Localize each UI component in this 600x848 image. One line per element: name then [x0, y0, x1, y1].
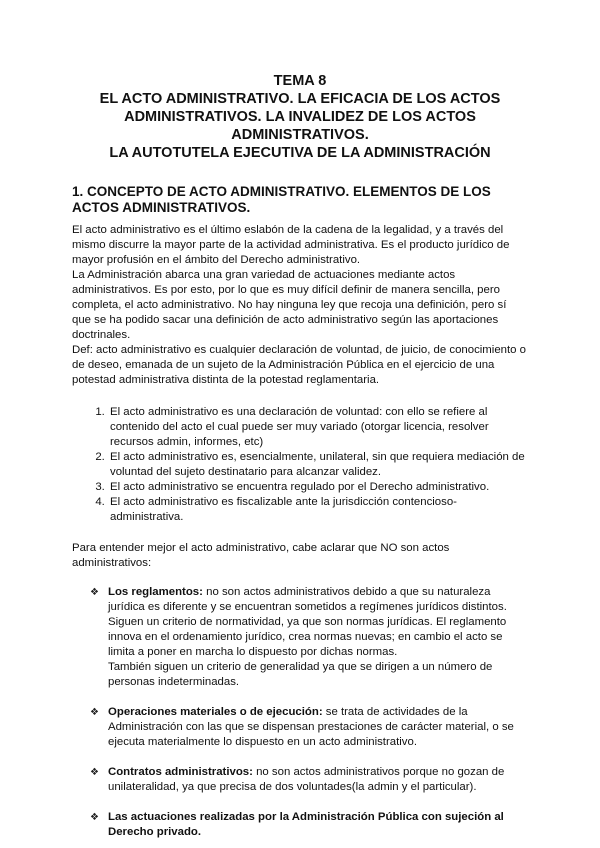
paragraph: El acto administrativo es el último eslabón de la cadena de la legalidad, y a través del mismo discurre la mayor parte de la actividad administrativa. Es el producto jurídico de mayor profusión en el ámbito del Derecho administrativo. [72, 224, 510, 266]
list-item: 3. El acto administrativo se encuentra regulado por el Derecho administrativo. [108, 480, 528, 495]
bullet-term: Operaciones materiales o de ejecución: [108, 706, 323, 718]
definition-paragraph: Def: acto administrativo es cualquier declaración de voluntad, de juicio, de conocimiento o de deseo, emanada de un sujeto de la Administración Pública en el ejercicio de una potestad administrativa distinta de la potestad reglamentaria. [72, 344, 526, 386]
bullet-text: no son actos administrativos debido a que su naturaleza jurídica es diferente y se encuentran sometidos a regímenes jurídicos distintos. Siguen un criterio de normatividad, ya que son normas jurídicas. El reglamento innova en el ordenamiento jurídico, crea normas nuevas; en cambio el acto se limita a poner en marcha lo dispuesto por dichas normas. [108, 586, 507, 658]
diamond-bullet-icon: ❖ [90, 767, 99, 778]
bullet-term: Los reglamentos: [108, 586, 203, 598]
list-item [90, 705, 528, 750]
title-line: LA AUTOTUTELA EJECUTIVA DE LA ADMINISTRACIÓN [109, 145, 491, 161]
diamond-bullet-icon: ❖ [90, 812, 99, 823]
list-item: 4. El acto administrativo es fiscalizable ante la jurisdicción contencioso-administrativa. [108, 495, 528, 525]
characteristics-list [72, 405, 528, 525]
title-line: EL ACTO ADMINISTRATIVO. LA EFICACIA DE LOS ACTOS [99, 91, 501, 107]
list-item [90, 765, 528, 795]
bullet-extra: También siguen un criterio de generalidad ya que se dirigen a un número de personas indeterminadas. [108, 661, 493, 688]
list-item [90, 585, 528, 690]
tema-label: TEMA 8 [273, 73, 327, 89]
list-item: 2. El acto administrativo es, esencialmente, unilateral, sin que requiera mediación de voluntad del sujeto destinatario para alcanzar validez. [108, 450, 528, 480]
diamond-bullet-icon: ❖ [90, 707, 99, 718]
list-item [90, 810, 528, 840]
section-heading: 1. CONCEPTO DE ACTO ADMINISTRATIVO. ELEMENTOS DE LOS ACTOS ADMINISTRATIVOS. [72, 184, 491, 215]
bullet-text: no son actos administrativos porque no gozan de unilateralidad, ya que precisa de dos voluntades(la admin y el particular). [108, 766, 505, 793]
bullet-term: Contratos administrativos: [108, 766, 253, 778]
document-title [72, 72, 528, 162]
diamond-bullet-icon: ❖ [90, 587, 99, 598]
list-item: 1. El acto administrativo es una declaración de voluntad: con ello se refiere al contenido del acto el cual puede ser muy variado (otorgar licencia, resolver recursos admin, informes, etc) [108, 405, 528, 450]
intro-paragraph: Para entender mejor el acto administrativo, cabe aclarar que NO son actos administrativos: [72, 542, 450, 569]
bullet-term: Las actuaciones realizadas por la Administración Pública con sujeción al Derecho privado. [108, 811, 504, 838]
paragraph: La Administración abarca una gran variedad de actuaciones mediante actos administrativos. Es por esto, por lo que es muy difícil definir de manera sencilla, pero completa, el acto administrativo. No hay ninguna ley que recoja una definición, pero sí que se ha podido sacar una definición de acto administrativo según las aportaciones doctrinales. [72, 269, 507, 341]
bullet-text: se trata de actividades de la Administración con las que se dispensan prestaciones de carácter material, o se ejecuta materialmente lo dispuesto en un acto administrativo. [108, 706, 514, 748]
title-line: ADMINISTRATIVOS. LA INVALIDEZ DE LOS ACTOS ADMINISTRATIVOS. [124, 109, 476, 143]
exclusions-list [72, 585, 528, 840]
